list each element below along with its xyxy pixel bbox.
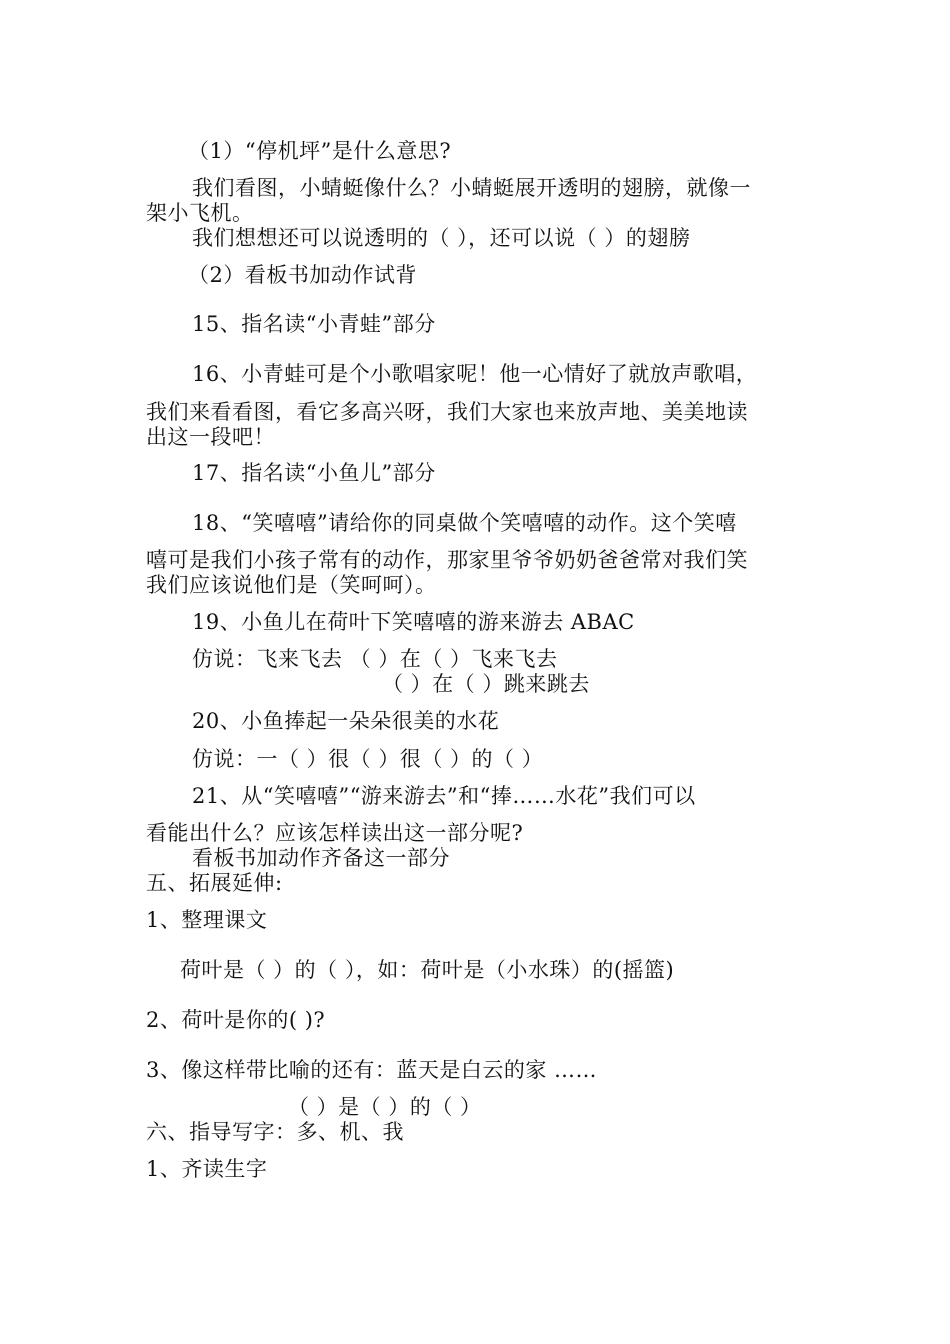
text-line: 19、小鱼儿在荷叶下笑嘻嘻的游来游去 ABAC	[192, 610, 635, 634]
text-line: 仿说：一（ ）很（ ）很（ ）的（ ）	[192, 747, 544, 771]
text-line: 我们应该说他们是（笑呵呵）。	[146, 573, 437, 597]
text-line: 2、荷叶是你的( )?	[146, 1008, 326, 1032]
text-line: 21、从“笑嘻嘻”“游来游去”和“捧……水花”我们可以	[192, 784, 696, 808]
text-line: 仿说：飞来飞去 （ ）在（ ）飞来飞去	[192, 647, 558, 671]
text-line: 架小飞机。	[146, 201, 254, 225]
text-line: 我们来看看图，看它多高兴呀，我们大家也来放声地、美美地读	[146, 400, 748, 424]
text-line: 荷叶是（ ）的（ ），如：荷叶是（小水珠）的(摇篮)	[180, 958, 675, 982]
text-line: （1）“停机坪”是什么意思?	[188, 139, 452, 163]
text-line: （ ）是（ ）的（ ）	[288, 1095, 482, 1119]
text-line: 20、小鱼捧起一朵朵很美的水花	[192, 709, 500, 733]
text-line: 15、指名读“小青蛙”部分	[192, 312, 436, 336]
section-heading: 五、拓展延伸:	[146, 871, 283, 895]
text-line: 17、指名读“小鱼儿”部分	[192, 461, 436, 485]
text-line: 嘻可是我们小孩子常有的动作，那家里爷爷奶奶爸爸常对我们笑	[146, 548, 748, 572]
text-line: 我们看图，小蜻蜓像什么？小蜻蜓展开透明的翅膀，就像一	[192, 176, 751, 200]
text-line: （2）看板书加动作试背	[188, 263, 417, 287]
text-line: 18、“笑嘻嘻”请给你的同桌做个笑嘻嘻的动作。这个笑嘻	[192, 511, 737, 535]
text-line: 3、像这样带比喻的还有：蓝天是白云的家 ……	[146, 1058, 598, 1082]
text-line: 16、小青蛙可是个小歌唱家呢！他一心情好了就放声歌唱，	[192, 362, 758, 386]
text-line: 1、整理课文	[146, 908, 268, 932]
text-line: （ ）在（ ）跳来跳去	[382, 672, 590, 696]
section-heading: 六、指导写字：多、机、我	[146, 1120, 404, 1144]
text-line: 1、齐读生字	[146, 1157, 268, 1181]
text-line: 看板书加动作齐备这一部分	[192, 846, 450, 870]
text-line: 看能出什么？应该怎样读出这一部分呢?	[146, 821, 524, 845]
text-line: 出这一段吧！	[146, 425, 275, 449]
text-line: 我们想想还可以说透明的（ ），还可以说（ ）的翅膀	[192, 226, 691, 250]
